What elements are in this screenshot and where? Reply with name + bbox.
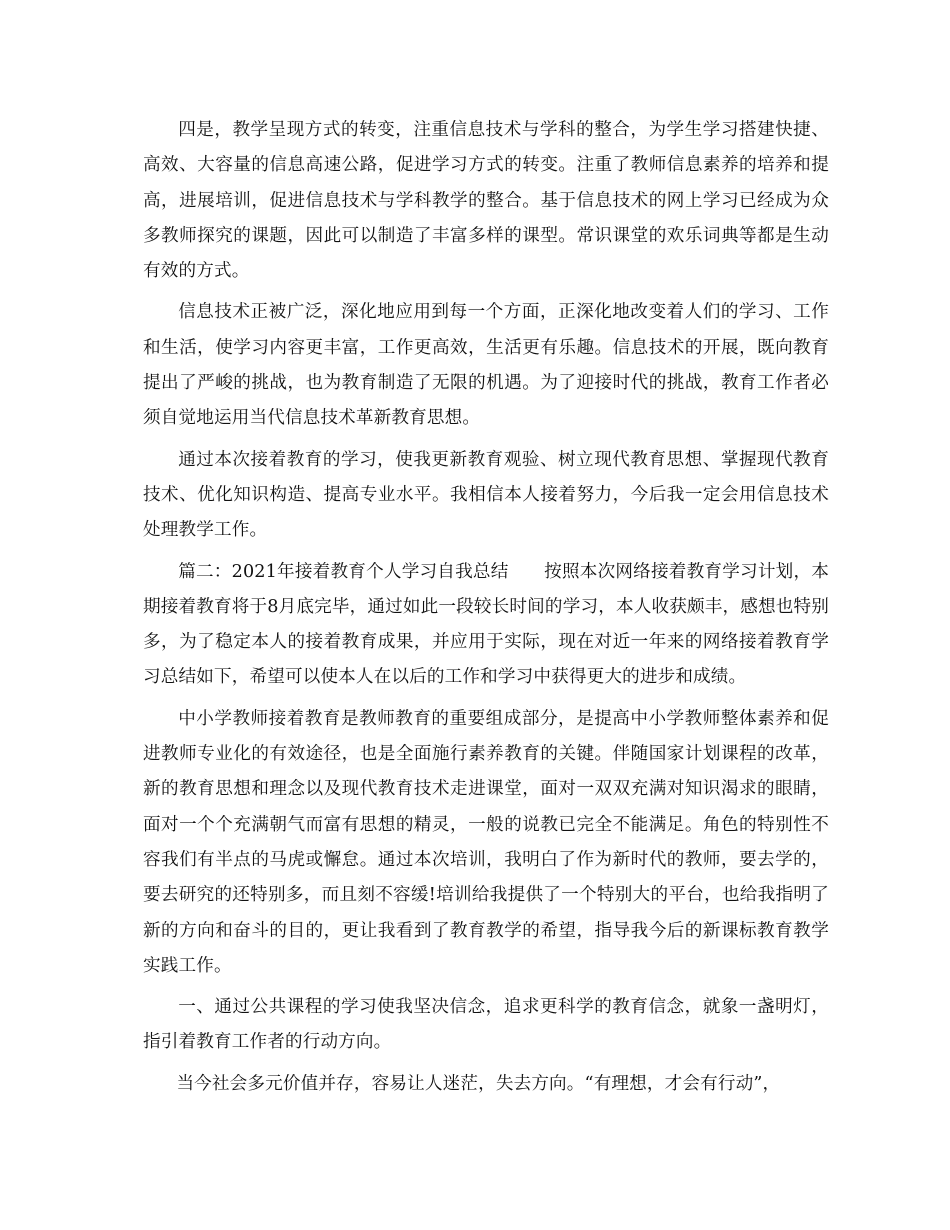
document-body [143, 113, 829, 1102]
paragraph-2: 信息技术正被广泛，深化地应用到每一个方面，正深化地改变着人们的学习、工作和生活，使学习内容更丰富，工作更高效，生活更有乐趣。信息技术的开展，既向教育提出了严峻的挑战，也为教育制造了无限的机遇。为了迎接时代的挑战，教育工作者必须自觉地运用当代信息技术革新教育思想。 [143, 302, 829, 429]
paragraph-3: 通过本次接着教育的学习，使我更新教育观验、树立现代教育思想、掌握现代教育技术、优化知识构造、提高专业水平。我相信本人接着努力，今后我一定会用信息技术处理教学工作。 [143, 449, 829, 541]
paragraph-7: 当今社会多元价值并存，容易让人迷茫，失去方向。“有理想，才会有行动”， [176, 1073, 781, 1094]
paragraph-6: 一、通过公共课程的学习使我坚决信念，追求更科学的教育信念，就象一盏明灯，指引着教育工作者的行动方向。 [143, 997, 829, 1053]
paragraph-1: 四是，教学呈现方式的转变，注重信息技术与学科的整合，为学生学习搭建快捷、高效、大容量的信息高速公路，促进学习方式的转变。注重了教师信息素养的培养和提高，进展培训，促进信息技术与学科教学的整合。基于信息技术的网上学习已经成为众多教师探究的课题，因此可以制造了丰富多样的课型。常识课堂的欢乐词典等都是生动有效的方式。 [143, 120, 829, 282]
paragraph-4: 篇二：2021年接着教育个人学习自我总结 按照本次网络接着教育学习计划，本期接着教育将于8月底完毕，通过如此一段较长时间的学习，本人收获颇丰，感想也特别多，为了稳定本人的接着教育成果，并应用于实际，现在对近一年来的网络接着教育学习总结如下，希望可以使本人在以后的工作和学习中获得更大的进步和成绩。 [143, 561, 829, 688]
paragraph-5: 中小学教师接着教育是教师教育的重要组成部分，是提高中小学教师整体素养和促进教师专业化的有效途径，也是全面施行素养教育的关键。伴随国家计划课程的改革，新的教育思想和理念以及现代教育技术走进课堂，面对一双双充满对知识渴求的眼睛，面对一个个充满朝气而富有思想的精灵，一般的说教已完全不能满足。角色的特别性不容我们有半点的马虎或懈怠。通过本次培训，我明白了作为新时代的教师，要去学的，要去研究的还特别多，而且刻不容缓!培训给我提供了一个特别大的平台，也给我指明了新的方向和奋斗的目的，更让我看到了教育教学的希望，指导我今后的新课标教育教学实践工作。 [143, 708, 829, 976]
